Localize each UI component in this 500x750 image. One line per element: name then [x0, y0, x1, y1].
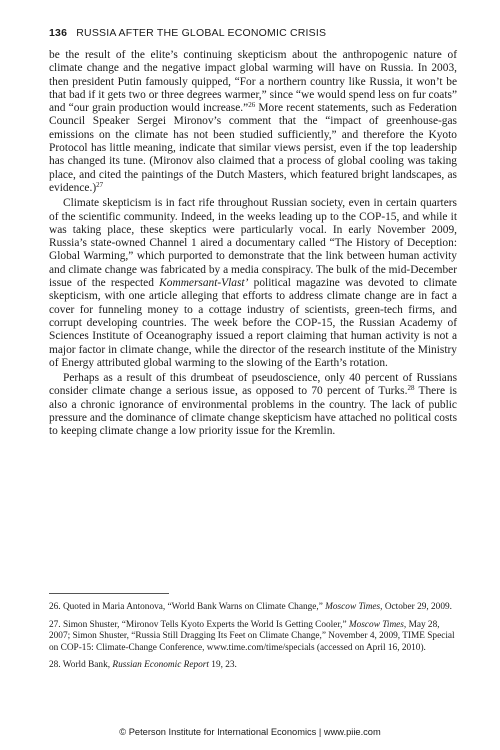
footnote-27-source: Moscow Times	[348, 619, 404, 630]
paragraph-2-text-b: political magazine was devoted to climate skepticism, with one article alleging that efforts to address climate change are in fact a cover for funneling money to a cottage industry of scientists, green-tech firms, and corrupt developing countries. The week before the COP-15, the Russian Academy of Sciences Institute of Oceanography issued a report claiming that human activity is not a major factor in climate change, while the director of the research institute of the Ministry of Energy attributed global warming to the slowing of the Earth’s rotation.	[49, 277, 457, 369]
paragraph-3	[49, 372, 457, 438]
footnote-28	[49, 660, 457, 672]
paragraph-2	[49, 197, 457, 370]
footnote-28-text-b: 19, 23.	[208, 660, 237, 671]
footnote-26	[49, 602, 457, 614]
running-header	[49, 27, 460, 39]
footnote-ref-26: 26	[248, 101, 256, 110]
footnote-ref-28: 28	[407, 384, 415, 393]
footnotes	[49, 602, 457, 678]
paragraph-3-text-a: Perhaps as a result of this drumbeat of pseudoscience, only 40 percent of Russians consider climate change a serious issue, as opposed to 70 percent of Turks.	[49, 372, 457, 398]
page-footer: © Peterson Institute for International Economics | www.piie.com	[119, 727, 381, 737]
paragraph-1	[49, 49, 457, 195]
paragraph-1-text-a: be the result of the elite’s continuing skepticism about the anthropogenic nature of climate change and the negative impact global warming will have on Russia. In 2003, then president Putin famously quipped, “For a northern country like Russia, it won’t be that bad if it gets two or three degrees warmer,” since “we would spend less on fur coats” and “our grain production would increase.”	[49, 49, 457, 115]
running-title: RUSSIA AFTER THE GLOBAL ECONOMIC CRISIS	[76, 27, 327, 39]
body-text	[49, 49, 457, 439]
footnote-26-text-a: 26. Quoted in Maria Antonova, “World Bank Warns on Climate Change,”	[49, 602, 326, 612]
footnote-28-source: Russian Economic Report	[112, 660, 209, 671]
footnote-divider	[49, 593, 169, 594]
page-number: 136	[49, 27, 68, 39]
footnote-ref-27: 27	[96, 180, 104, 189]
paragraph-1-text-b: More recent statements, such as Federation Council Speaker Sergei Mironov’s comment that the “impact of greenhouse-gas emissions on the climate has not been studied sufficiently,” and therefore the Kyoto Protocol has little meaning, indicate that similar views persist, even if the top leadership has changed its tune. (Mironov also claimed that a process of global cooling was taking place, and cited the paintings of the Dutch Masters, which featured bright landscapes, as evidence.)	[49, 102, 457, 194]
paragraph-3-text-b: There is also a chronic ignorance of environmental problems in the country. The lack of public pressure and the dominance of climate change skepticism have attached no political costs to keeping climate change a low priority issue for the Kremlin.	[49, 385, 457, 438]
footnote-28-text-a: 28. World Bank,	[49, 660, 113, 671]
footnote-26-source: Moscow Times	[325, 602, 381, 612]
paragraph-2-text-a: Climate skepticism is in fact rife throughout Russian society, even in certain quarters of the scientific community. Indeed, in the weeks leading up to the COP-15, and while it was taking place, these skeptics were particularly vocal. In early November 2009, Russia’s state-owned Channel 1 aired a documentary called “The History of Deception: Global Warming,” which purported to demonstrate that the link between human activity and climate change was fabricated by a media conspiracy. The bulk of the mid-December issue of the respected	[49, 197, 457, 290]
footnote-27-text-b: , May 28, 2007; Simon Shuster, “Russia Still Dragging Its Feet on Climate Change,” November 4, 2009, TIME Special on COP-15: Climate-Change Conference, www.time.com/time/specials (accessed on April 16, 2010).	[49, 619, 455, 653]
footnote-27	[49, 620, 457, 655]
magazine-title: Kommersant-Vlast’	[159, 277, 249, 290]
footnote-27-text-a: 27. Simon Shuster, “Mironov Tells Kyoto Experts the World Is Getting Cooler,”	[49, 619, 349, 630]
footnote-26-text-b: , October 29, 2009.	[380, 602, 452, 612]
